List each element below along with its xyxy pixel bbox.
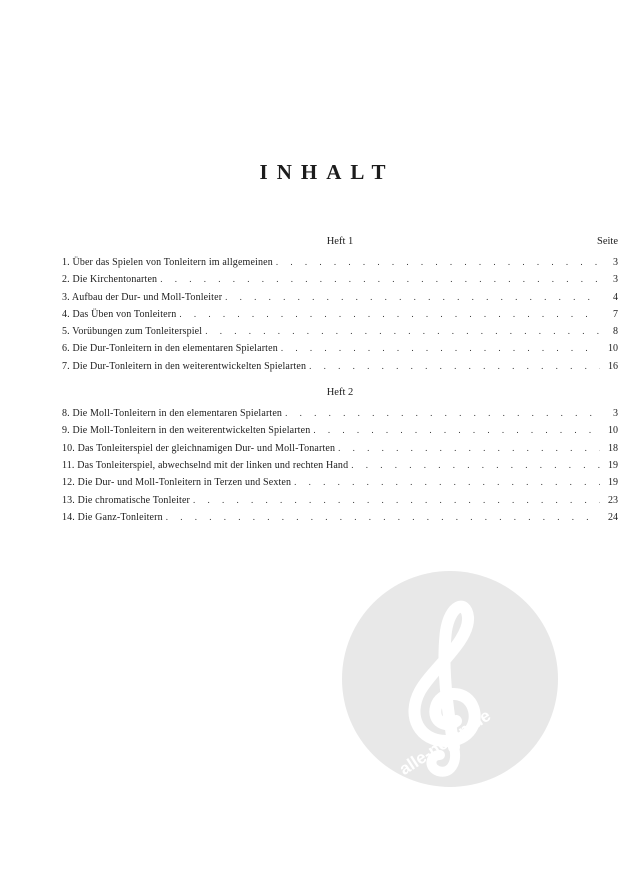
dot-leader <box>205 323 600 340</box>
toc-entry <box>62 271 618 288</box>
toc-entry-title: 8. Die Moll-Tonleitern in den elementaren Spielarten <box>62 408 283 420</box>
toc-entry <box>62 422 618 439</box>
dot-leader <box>294 474 600 491</box>
toc-entry <box>62 440 618 457</box>
toc-entry <box>62 492 618 509</box>
dot-leader <box>179 306 600 323</box>
dot-leader <box>276 254 600 271</box>
toc-entry <box>62 509 618 526</box>
toc-entry-page: 19 <box>608 477 618 489</box>
section-heading: Heft 1 <box>326 236 354 247</box>
toc-entry-title: 6. Die Dur-Tonleitern in den elementaren Spielarten <box>62 343 278 355</box>
toc-entry-page: 3 <box>613 257 618 268</box>
toc-entry-page: 3 <box>613 274 618 286</box>
section-heading-row <box>62 387 618 403</box>
toc-entry <box>62 474 618 491</box>
toc-entry-page: 23 <box>608 494 618 506</box>
section-entries <box>62 405 618 526</box>
toc-entry <box>62 358 618 375</box>
toc-entry-title: 1. Über das Spielen von Tonleitern im allgemeinen <box>62 257 273 268</box>
dot-leader <box>309 358 600 375</box>
toc-entry <box>62 340 618 357</box>
toc-entry-title: 7. Die Dur-Tonleitern in den weiterentwickelten Spielarten <box>62 360 307 372</box>
toc-entry-page: 8 <box>613 326 618 338</box>
section-heading-row <box>62 236 618 252</box>
toc-entry-title: 2. Die Kirchentonarten <box>62 274 158 286</box>
dot-leader <box>193 492 600 509</box>
dot-leader <box>313 422 600 439</box>
dot-leader <box>281 340 600 357</box>
dot-leader <box>160 271 600 288</box>
toc-entry-title: 12. Die Dur- und Moll-Tonleitern in Terzen und Sexten <box>62 477 292 489</box>
toc-entry-title: 5. Vorübungen zum Tonleiterspiel <box>62 326 203 338</box>
toc-entry-title: 9. Die Moll-Tonleitern in den weiterentwickelten Spielarten <box>62 425 311 437</box>
dot-leader <box>338 440 600 457</box>
toc-entry-title: 10. Das Tonleiterspiel der gleichnamigen Dur- und Moll-Tonarten <box>62 442 336 454</box>
toc-entry-page: 10 <box>608 343 618 355</box>
section-heading: Heft 2 <box>326 387 354 399</box>
toc-entry-title: 14. Die Ganz-Tonleitern <box>62 511 163 523</box>
toc-entry-page: 19 <box>608 459 618 471</box>
section-entries <box>62 254 618 375</box>
dot-leader <box>166 509 600 526</box>
watermark-logo <box>342 571 558 787</box>
page-title: INHALT <box>259 160 395 184</box>
dot-leader <box>351 457 600 474</box>
toc-entry-page: 3 <box>613 408 618 420</box>
dot-leader <box>225 289 600 306</box>
toc-entry <box>62 457 618 474</box>
toc-entry <box>62 405 618 422</box>
toc-entry-page: 7 <box>613 308 618 320</box>
toc-entry-page: 4 <box>613 291 618 303</box>
toc-entry <box>62 323 618 340</box>
toc-entry-title: 4. Das Üben von Tonleitern <box>62 308 177 320</box>
dot-leader <box>285 405 600 422</box>
table-of-contents <box>62 236 618 526</box>
toc-entry-title: 3. Aufbau der Dur- und Moll-Tonleiter <box>62 291 223 303</box>
toc-entry <box>62 306 618 323</box>
watermark-text: alle-noten.de <box>395 705 495 779</box>
toc-entry-page: 18 <box>608 442 618 454</box>
toc-entry-page: 10 <box>608 425 618 437</box>
toc-entry-page: 16 <box>608 360 618 372</box>
toc-entry <box>62 254 618 271</box>
page-column-label: Seite <box>597 236 618 247</box>
toc-entry <box>62 289 618 306</box>
toc-entry-title: 13. Die chromatische Tonleiter <box>62 494 191 506</box>
toc-entry-title: 11. Das Tonleiterspiel, abwechselnd mit der linken und rechten Hand <box>62 459 349 471</box>
toc-entry-page: 24 <box>608 511 618 523</box>
